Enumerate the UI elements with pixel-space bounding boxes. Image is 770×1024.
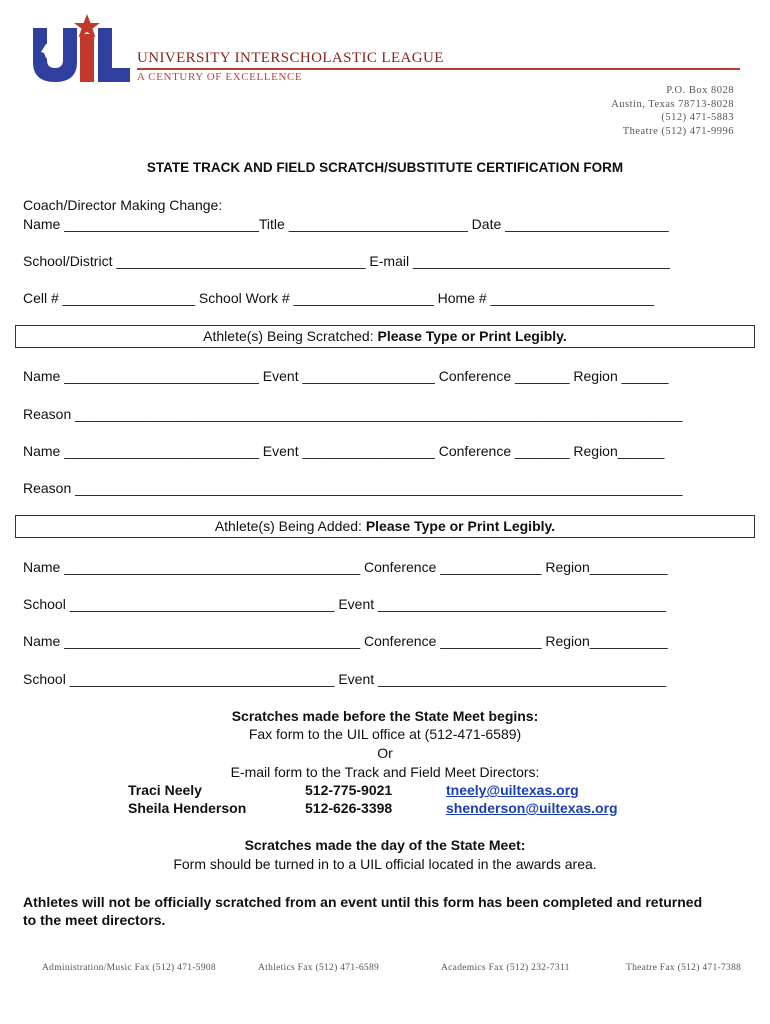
added-label: Athlete(s) Being Added: — [214, 518, 366, 534]
coach-name-row[interactable]: Name _________________________Title _______________________ Date _____________________ — [23, 216, 669, 232]
contact-name: Sheila Henderson — [128, 800, 247, 816]
footer-fax: Administration/Music Fax (512) 471-5908 — [42, 963, 216, 973]
scratched-reason-row[interactable]: Reason ______________________________________________________________________________ — [23, 406, 683, 422]
scratched-section-header — [15, 325, 755, 348]
scratched-athlete-row[interactable]: Name _________________________ Event _________________ Conference _______ Region______ — [23, 443, 665, 459]
added-school-row[interactable]: School __________________________________ Event _____________________________________ — [23, 671, 667, 687]
contact-email-link[interactable]: tneely@uiltexas.org — [446, 782, 579, 798]
added-section-header — [15, 515, 755, 538]
added-athlete-row[interactable]: Name ______________________________________ Conference _____________ Region__________ — [23, 559, 668, 575]
mailing-address — [611, 84, 734, 138]
contact-name: Traci Neely — [128, 782, 202, 798]
header-divider — [137, 68, 740, 70]
email-instruction: E-mail form to the Track and Field Meet Directors: — [230, 764, 540, 780]
contact-email-link[interactable]: shenderson@uiltexas.org — [446, 800, 618, 816]
or-text: Or — [377, 745, 393, 761]
address-line: P.O. Box 8028 — [666, 85, 734, 96]
address-line: (512) 471-5883 — [661, 112, 734, 123]
scratch-warning: Athletes will not be officially scratched from an event until this form has been completed and returned to the meet directors. — [23, 894, 703, 928]
tagline: A CENTURY OF EXCELLENCE — [137, 71, 303, 83]
footer-fax: Athletics Fax (512) 471-6589 — [258, 963, 380, 973]
scratched-emphasis: Please Type or Print Legibly. — [377, 328, 567, 344]
footer-fax: Theatre Fax (512) 471-7388 — [626, 963, 742, 973]
address-line: Theatre (512) 471-9996 — [622, 125, 734, 137]
fax-instruction: Fax form to the UIL office at (512-471-6589) — [248, 726, 522, 742]
scratched-label: Athlete(s) Being Scratched: — [203, 328, 378, 344]
day-of-text: Form should be turned in to a UIL official located in the awards area. — [173, 856, 597, 872]
address-line: Austin, Texas 78713-8028 — [611, 98, 734, 110]
footer-fax: Academics Fax (512) 232-7311 — [441, 963, 570, 973]
scratched-reason-row[interactable]: Reason ______________________________________________________________________________ — [23, 480, 683, 496]
contact-phone: 512-626-3398 — [305, 800, 393, 816]
coach-school-row[interactable]: School/District ________________________________ E-mail _________________________________ — [23, 253, 670, 269]
coach-heading: Coach/Director Making Change: — [23, 197, 223, 213]
org-name: UNIVERSITY INTERSCHOLASTIC LEAGUE — [137, 50, 444, 66]
added-school-row[interactable]: School __________________________________ Event _____________________________________ — [23, 596, 667, 612]
scratched-athlete-row[interactable]: Name _________________________ Event _________________ Conference _______ Region ______ — [23, 368, 669, 384]
added-athlete-row[interactable]: Name ______________________________________ Conference _____________ Region__________ — [23, 633, 668, 649]
day-of-heading: Scratches made the day of the State Meet: — [244, 837, 526, 853]
form-title: STATE TRACK AND FIELD SCRATCH/SUBSTITUTE CERTIFICATION FORM — [146, 160, 624, 175]
contact-phone: 512-775-9021 — [305, 782, 393, 798]
uil-logo — [30, 14, 132, 86]
added-emphasis: Please Type or Print Legibly. — [365, 518, 556, 534]
coach-phone-row[interactable]: Cell # _________________ School Work # __________________ Home # _____________________ — [23, 290, 655, 306]
before-meet-heading: Scratches made before the State Meet begins: — [231, 708, 539, 724]
